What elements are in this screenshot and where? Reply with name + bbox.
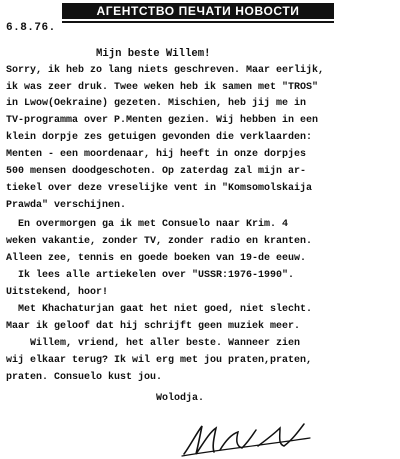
body-line: Prawda" verschijnen. bbox=[6, 200, 127, 211]
body-line: En overmorgen ga ik met Consuelo naar Krim. 4 bbox=[18, 219, 289, 230]
body-line: Willem, vriend, het aller beste. Wanneer zien bbox=[30, 338, 301, 349]
body-line: praten. Consuelo kust jou. bbox=[6, 372, 163, 383]
body-line: klein dorpje zes getuigen gevonden die verklaarden: bbox=[6, 132, 313, 143]
body-line: tiekel over deze vreselijke vent in "Komsomolskaija bbox=[6, 183, 313, 194]
body-line: Alleen zee, tennis en goede boeken van 19-de eeuw. bbox=[6, 253, 307, 264]
agency-letterhead: АГЕНТСТВО ПЕЧАТИ НОВОСТИ bbox=[62, 3, 334, 19]
body-line: ik was zeer druk. Twee weken heb ik samen met "TROS" bbox=[6, 82, 319, 93]
signature-icon bbox=[176, 420, 316, 458]
body-line: Uitstekend, hoor! bbox=[6, 287, 109, 298]
body-line: Met Khachaturjan gaat het niet goed, niet slecht. bbox=[18, 304, 313, 315]
body-line: Menten - een moordenaar, hij heeft in onze dorpjes bbox=[6, 149, 307, 160]
body-line: 500 mensen doodgeschoten. Op zaterdag zal mijn ar- bbox=[6, 166, 307, 177]
body-line: weken vakantie, zonder TV, zonder radio en kranten. bbox=[6, 236, 313, 247]
body-line: TV-programma over P.Menten gezien. Wij hebben in een bbox=[6, 115, 319, 126]
body-line: in Lwow(Oekraine) gezeten. Mischien, heb jij me in bbox=[6, 98, 307, 109]
closing-name: Wolodja. bbox=[156, 393, 205, 404]
body-line: Sorry, ik heb zo lang niets geschreven. Maar eerlijk, bbox=[6, 65, 325, 76]
body-line: Ik lees alle artiekelen over "USSR:1976-1990". bbox=[18, 270, 295, 281]
body-line: Maar ik geloof dat hij schrijft geen muziek meer. bbox=[6, 321, 301, 332]
letter-date: 6.8.76. bbox=[6, 22, 56, 34]
handwritten-signature bbox=[176, 420, 316, 458]
salutation: Mijn beste Willem! bbox=[96, 48, 211, 60]
body-line: wij elkaar terug? Ik wil erg met jou praten,praten, bbox=[6, 355, 313, 366]
